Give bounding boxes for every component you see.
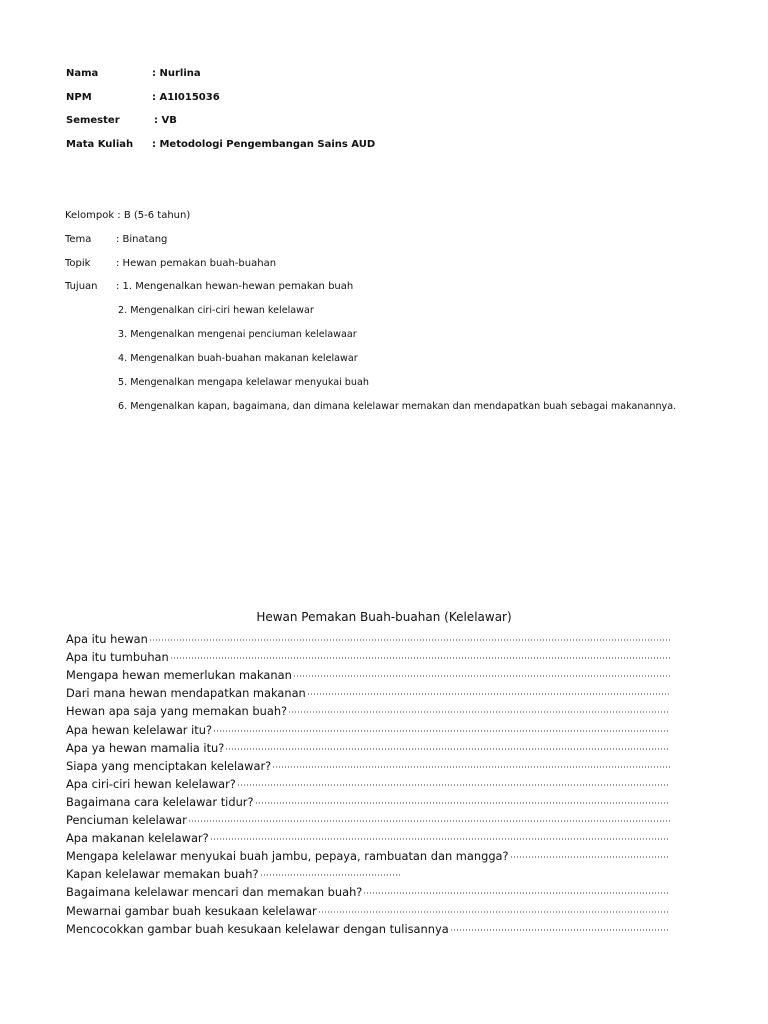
answer-dots	[510, 855, 670, 859]
goal-item: 3. Mengenalkan mengenai penciuman kelelawaar	[118, 329, 357, 340]
answer-dots	[272, 765, 670, 769]
tema-label: Tema	[65, 234, 92, 245]
worksheet-title: Hewan Pemakan Buah-buahan (Kelelawar)	[256, 610, 512, 624]
worksheet-question	[66, 863, 672, 881]
goal-item: 5. Mengenalkan mengapa kelelawar menyukai buah	[118, 377, 369, 388]
nama-label: Nama	[66, 68, 99, 79]
worksheet-question	[66, 899, 672, 917]
worksheet-question	[66, 845, 672, 863]
answer-dots	[260, 873, 400, 877]
answer-dots	[170, 656, 670, 660]
nama-value: : Nurlina	[152, 68, 201, 79]
worksheet-question	[66, 664, 672, 682]
question-text: Penciuman kelelawar	[66, 813, 187, 828]
semester-label: Semester	[66, 115, 120, 126]
answer-dots	[318, 910, 670, 914]
answer-dots	[450, 928, 670, 932]
worksheet-question	[66, 918, 672, 936]
worksheet-question	[66, 881, 672, 899]
topik-value: : Hewan pemakan buah-buahan	[116, 258, 277, 269]
matakuliah-value: : Metodologi Pengembangan Sains AUD	[152, 139, 376, 150]
topik-label: Topik	[65, 258, 91, 269]
question-text: Kapan kelelawar memakan buah?	[66, 867, 259, 882]
tujuan-label: Tujuan	[65, 281, 98, 292]
question-text: Apa ya hewan mamalia itu?	[66, 740, 225, 755]
question-text: Apa hewan kelelawar itu?	[66, 722, 212, 737]
answer-dots	[237, 783, 670, 787]
question-text: Apa itu hewan	[66, 632, 148, 647]
question-text: Mengapa hewan memerlukan makanan	[66, 668, 292, 683]
answer-dots	[293, 674, 670, 678]
answer-dots	[307, 692, 670, 696]
question-text: Bagaimana kelelawar mencari dan memakan buah?	[66, 885, 363, 900]
answer-dots	[255, 801, 670, 805]
npm-value: : A1I015036	[152, 92, 220, 103]
question-text: Hewan apa saja yang memakan buah?	[66, 704, 288, 719]
worksheet-question	[66, 791, 672, 809]
answer-dots	[149, 638, 670, 642]
answer-dots	[210, 837, 670, 841]
npm-label: NPM	[66, 92, 92, 103]
matakuliah-label: Mata Kuliah	[66, 139, 134, 150]
question-text: Apa makanan kelelawar?	[66, 831, 209, 846]
worksheet-question	[66, 628, 672, 646]
answer-dots	[288, 710, 670, 714]
tema-value: : Binatang	[116, 234, 168, 245]
worksheet-question	[66, 773, 672, 791]
worksheet-question	[66, 755, 672, 773]
goal-item: 2. Mengenalkan ciri-ciri hewan kelelawar	[118, 305, 314, 316]
kelompok-text: Kelompok : B (5-6 tahun)	[65, 210, 191, 221]
worksheet-question	[66, 809, 672, 827]
question-text: Apa ciri-ciri hewan kelelawar?	[66, 776, 236, 791]
goal-item: 4. Mengenalkan buah-buahan makanan kelelawar	[118, 353, 358, 364]
question-text: Bagaimana cara kelelawar tidur?	[66, 794, 254, 809]
answer-dots	[213, 729, 670, 733]
worksheet-question	[66, 718, 672, 736]
worksheet-question	[66, 827, 672, 845]
question-text: Apa itu tumbuhan	[66, 650, 169, 665]
answer-dots	[188, 819, 670, 823]
answer-dots	[225, 747, 670, 751]
goal-item: 6. Mengenalkan kapan, bagaimana, dan dimana kelelawar memakan dan mendapatkan buah sebagai makanannya.	[118, 401, 677, 412]
tujuan-first-goal: : 1. Mengenalkan hewan-hewan pemakan buah	[116, 281, 354, 292]
worksheet-question	[66, 646, 672, 664]
answer-dots	[363, 891, 670, 895]
worksheet-question	[66, 737, 672, 755]
worksheet-question-list	[66, 628, 672, 936]
question-text: Dari mana hewan mendapatkan makanan	[66, 686, 306, 701]
question-text: Mencocokkan gambar buah kesukaan kelelawar dengan tulisannya	[66, 921, 449, 936]
question-text: Mengapa kelelawar menyukai buah jambu, pepaya, rambuatan dan mangga?	[66, 849, 509, 864]
semester-value: : VB	[154, 115, 177, 126]
worksheet-question	[66, 682, 672, 700]
worksheet-question	[66, 700, 672, 718]
question-text: Mewarnai gambar buah kesukaan kelelawar	[66, 903, 317, 918]
question-text: Siapa yang menciptakan kelelawar?	[66, 758, 272, 773]
